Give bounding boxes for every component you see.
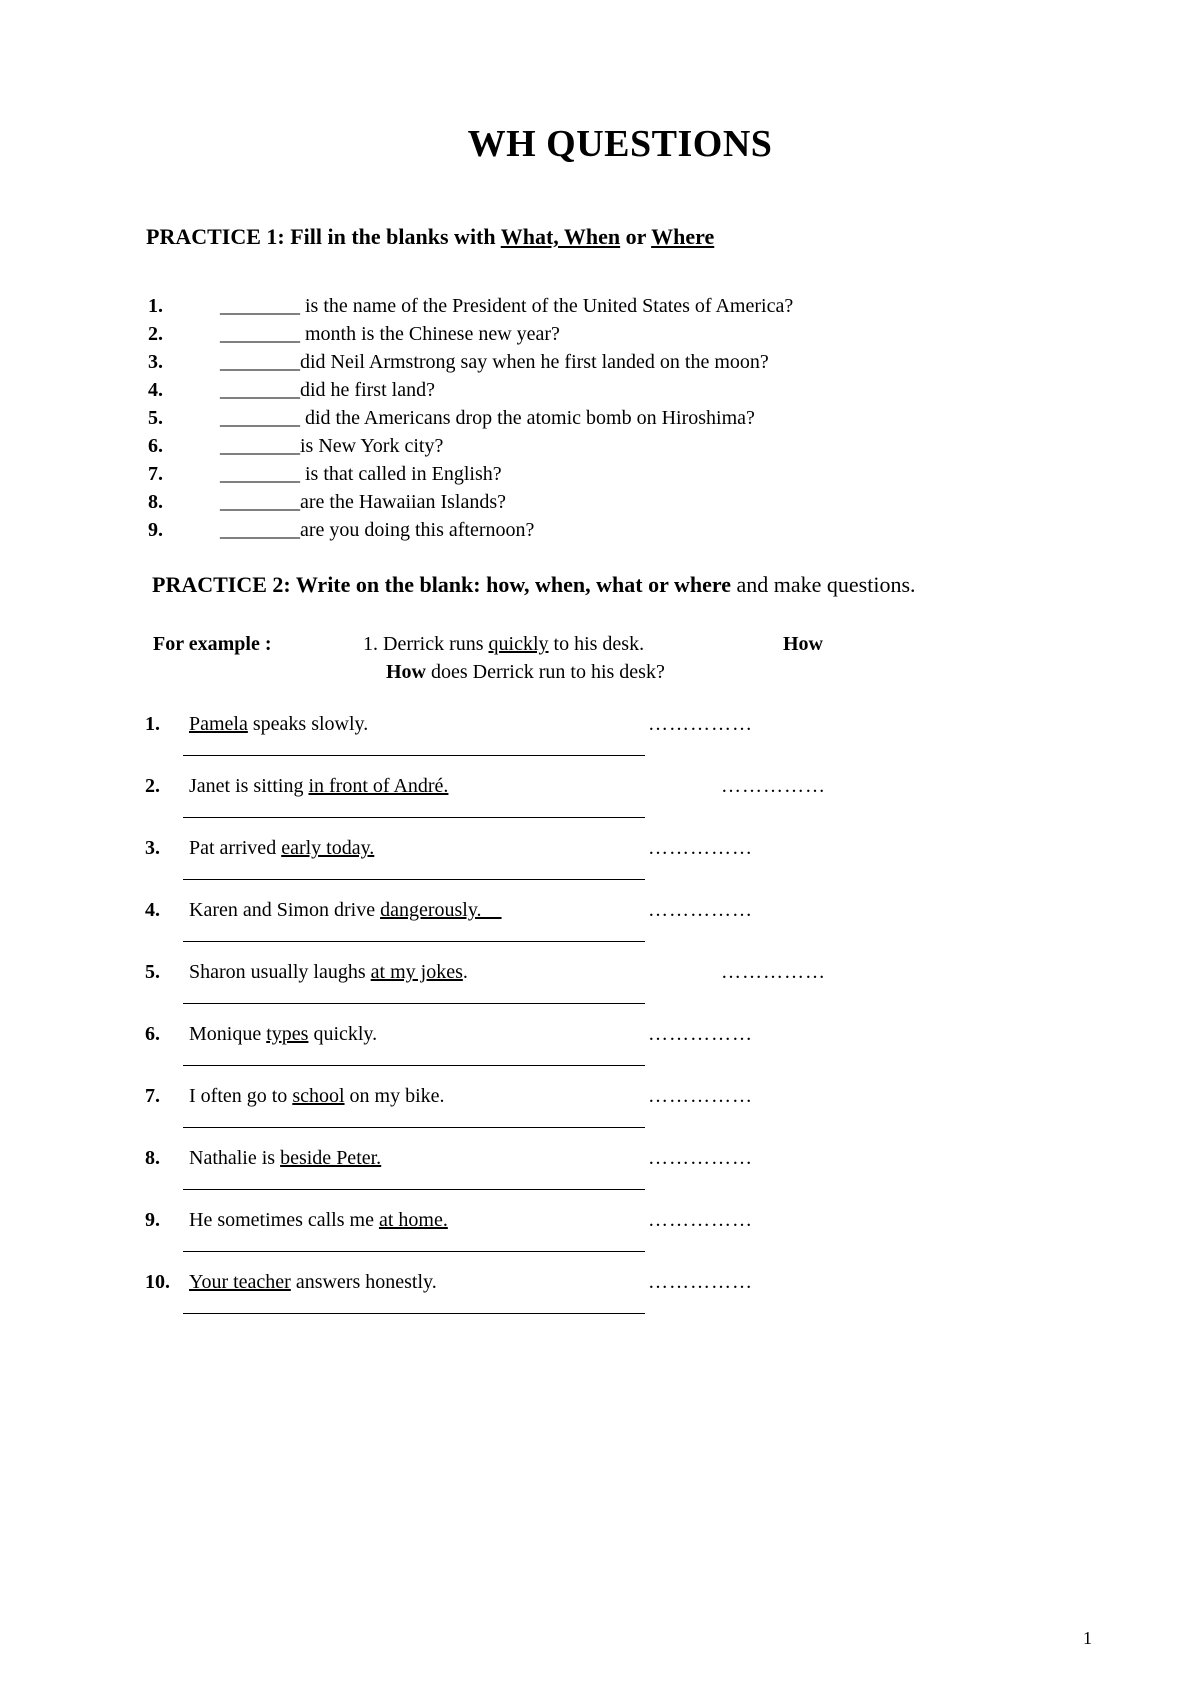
- answer-dots: ……………: [648, 837, 753, 859]
- answer-line: [183, 1251, 645, 1252]
- item-sentence: [189, 713, 368, 736]
- list-item: [148, 488, 793, 516]
- item-sentence: [189, 1209, 448, 1232]
- page-number: 1: [1083, 1628, 1092, 1648]
- list-item: [148, 348, 793, 376]
- sentence-underlined: early today.: [281, 837, 375, 859]
- item-number: 7.: [148, 463, 163, 485]
- answer-line: [183, 817, 645, 818]
- sentence-pre: I often go to: [189, 1085, 293, 1107]
- answer-dots: ……………: [648, 1085, 753, 1107]
- item-number: 8.: [148, 491, 163, 513]
- item-sentence: [189, 899, 502, 922]
- sentence-underlined: at my jokes: [370, 961, 463, 983]
- exercise-item: [0, 837, 1200, 897]
- sentence-underlined: Pamela: [189, 713, 248, 735]
- sentence-pre: Karen and Simon drive: [189, 899, 381, 921]
- sentence-underlined: at home.: [378, 1209, 448, 1231]
- answer-dots: ……………: [648, 713, 753, 735]
- sentence-pre: Nathalie is: [189, 1147, 281, 1169]
- item-text: ________ month is the Chinese new year?: [220, 323, 560, 345]
- item-sentence: [189, 775, 448, 798]
- answer-dots: ……………: [648, 1023, 753, 1045]
- practice2-heading-bold: PRACTICE 2: Write on the blank: how, when, what or where: [152, 572, 731, 597]
- example-sentence-post: to his desk.: [548, 633, 645, 655]
- item-number: 2.: [145, 775, 160, 797]
- exercise-item: [0, 961, 1200, 1021]
- answer-line: [183, 1065, 645, 1066]
- example-question-rest: does Derrick run to his desk?: [426, 661, 665, 683]
- sentence-pre: Janet is sitting: [189, 775, 309, 797]
- exercise-item: [0, 713, 1200, 773]
- answer-line: [183, 1127, 645, 1128]
- answer-dots: ……………: [648, 1271, 753, 1293]
- sentence-pre: Sharon usually laughs: [189, 961, 371, 983]
- item-number: 4.: [145, 899, 160, 921]
- practice1-list: [148, 292, 793, 544]
- item-text: ________ is the name of the President of the United States of America?: [220, 295, 794, 317]
- item-number: 3.: [145, 837, 160, 859]
- sentence-post: on my bike.: [344, 1085, 445, 1107]
- list-item: [148, 292, 793, 320]
- exercise-item: [0, 1271, 1200, 1331]
- list-item: [148, 376, 793, 404]
- sentence-pre: Monique: [189, 1023, 267, 1045]
- sentence-underlined: types: [266, 1023, 309, 1045]
- exercise-item: [0, 1209, 1200, 1269]
- item-number: 5.: [148, 407, 163, 429]
- example-underlined: quickly: [488, 633, 549, 655]
- item-number: 2.: [148, 323, 163, 345]
- item-text: ________did Neil Armstrong say when he first landed on the moon?: [220, 351, 769, 373]
- sentence-underlined: school: [292, 1085, 345, 1107]
- item-text: ________ is that called in English?: [220, 463, 502, 485]
- item-number: 6.: [148, 435, 163, 457]
- item-sentence: [189, 1271, 437, 1294]
- item-number: 7.: [145, 1085, 160, 1107]
- example-question-word: How: [386, 661, 426, 683]
- sentence-post: speaks slowly.: [247, 713, 369, 735]
- item-sentence: [189, 1085, 445, 1108]
- answer-dots: ……………: [721, 961, 826, 983]
- practice1-heading: [146, 224, 714, 250]
- sentence-underlined: dangerously.: [380, 899, 502, 921]
- item-sentence: [189, 1023, 377, 1046]
- exercise-item: [0, 899, 1200, 959]
- answer-dots: ……………: [648, 1147, 753, 1169]
- sentence-underlined: in front of André.: [308, 775, 449, 797]
- sentence-post: quickly.: [308, 1023, 378, 1045]
- example-answer: How: [783, 633, 823, 655]
- list-item: [148, 432, 793, 460]
- sentence-pre: He sometimes calls me: [189, 1209, 379, 1231]
- list-item: [148, 516, 793, 544]
- item-number: 5.: [145, 961, 160, 983]
- sentence-post: answers honestly.: [290, 1271, 437, 1293]
- item-text: ________ did the Americans drop the atomic bomb on Hiroshima?: [220, 407, 755, 429]
- item-number: 10.: [145, 1271, 170, 1293]
- answer-line: [183, 941, 645, 942]
- practice1-word-or: or: [620, 224, 652, 249]
- answer-dots: ……………: [648, 1209, 753, 1231]
- list-item: [148, 320, 793, 348]
- answer-line: [183, 879, 645, 880]
- sentence-underlined: Your teacher: [189, 1271, 291, 1293]
- example-sentence-pre: 1. Derrick runs: [363, 633, 489, 655]
- exercise-item: [0, 775, 1200, 835]
- item-number: 9.: [145, 1209, 160, 1231]
- item-number: 8.: [145, 1147, 160, 1169]
- list-item: [148, 460, 793, 488]
- practice1-heading-prefix: PRACTICE 1: Fill in the blanks with: [146, 224, 501, 249]
- sentence-post: .: [462, 961, 468, 983]
- answer-line: [183, 1189, 645, 1190]
- answer-line: [183, 755, 645, 756]
- item-sentence: [189, 837, 374, 860]
- practice2-heading: [152, 572, 916, 598]
- item-sentence: [189, 1147, 381, 1170]
- page-title: WH QUESTIONS: [467, 123, 773, 165]
- practice2-heading-rest: and make questions.: [730, 572, 916, 597]
- answer-dots: ……………: [721, 775, 826, 797]
- exercise-item: [0, 1147, 1200, 1207]
- sentence-pre: Pat arrived: [189, 837, 282, 859]
- item-text: ________is New York city?: [220, 435, 444, 457]
- example-sentence: [363, 630, 644, 658]
- item-number: 1.: [145, 713, 160, 735]
- example-label: For example :: [153, 633, 272, 655]
- exercise-item: [0, 1085, 1200, 1145]
- list-item: [148, 404, 793, 432]
- item-number: 1.: [148, 295, 163, 317]
- exercise-item: [0, 1023, 1200, 1083]
- answer-dots: ……………: [648, 899, 753, 921]
- answer-line: [183, 1313, 645, 1314]
- item-number: 9.: [148, 519, 163, 541]
- answer-line: [183, 1003, 645, 1004]
- item-text: ________did he first land?: [220, 379, 435, 401]
- practice1-word-what-when: What, When: [500, 224, 621, 249]
- item-text: ________are the Hawaiian Islands?: [220, 491, 507, 513]
- practice1-word-where: Where: [651, 224, 715, 249]
- example-question: [386, 658, 665, 686]
- item-sentence: [189, 961, 468, 984]
- item-number: 6.: [145, 1023, 160, 1045]
- item-number: 3.: [148, 351, 163, 373]
- sentence-underlined: beside Peter.: [280, 1147, 382, 1169]
- item-number: 4.: [148, 379, 163, 401]
- item-text: ________are you doing this afternoon?: [220, 519, 535, 541]
